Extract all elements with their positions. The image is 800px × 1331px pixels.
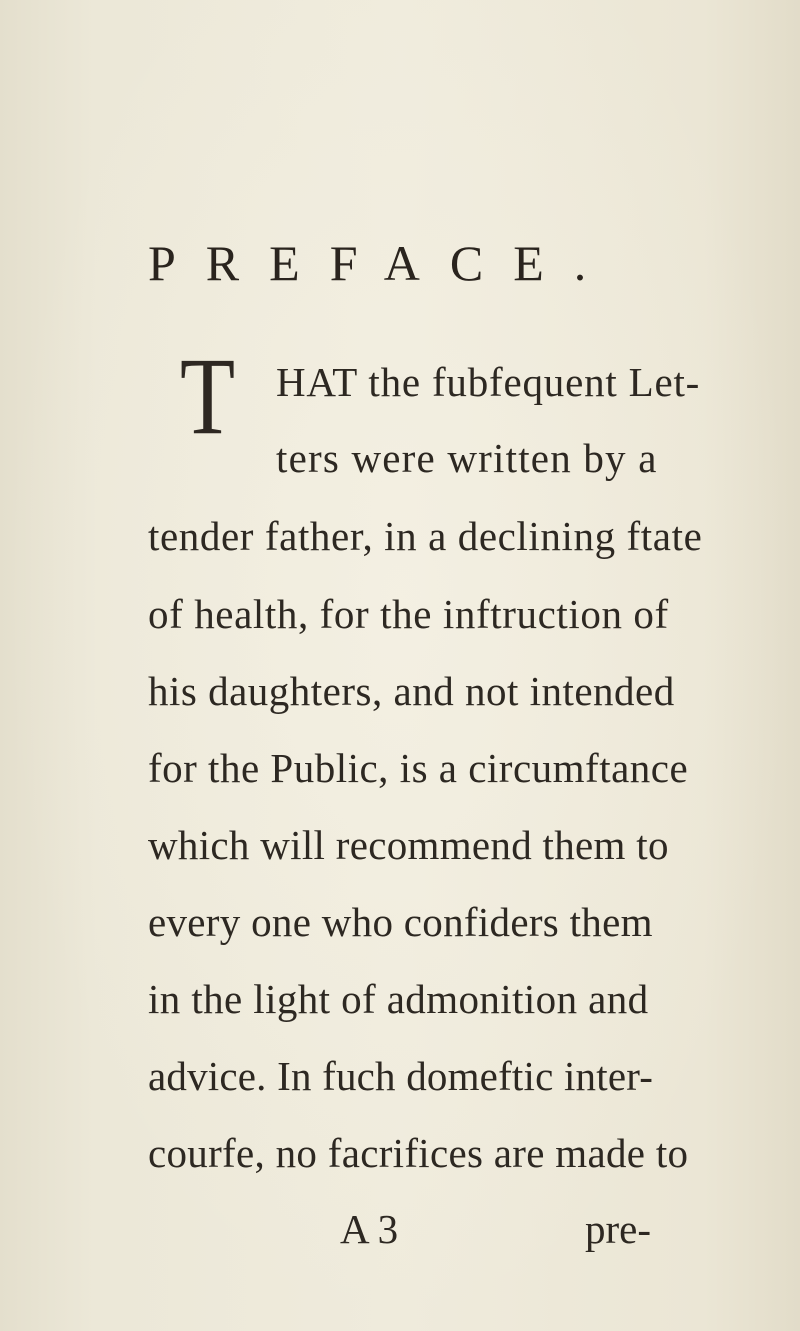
catchword: pre-: [585, 1206, 652, 1252]
drop-cap-letter: T: [180, 335, 236, 457]
text-line: his daughters, and not intended: [148, 668, 675, 714]
text-line: advice. In fuch domeftic inter-: [148, 1053, 654, 1099]
text-line: in the light of admonition and: [148, 976, 649, 1022]
text-line: tender father, in a declining ftate: [148, 513, 703, 559]
text-line: ters were written by a: [276, 435, 658, 481]
preface-heading: PREFACE.: [148, 235, 617, 291]
text-line: HAT the fubfequent Let-: [276, 359, 701, 405]
text-line: of health, for the inftruction of: [148, 591, 669, 637]
text-line: courfe, no facrifices are made to: [148, 1130, 689, 1176]
text-line: which will recommend them to: [148, 822, 669, 868]
text-line: for the Public, is a circumftance: [148, 745, 689, 791]
text-line: every one who confiders them: [148, 899, 653, 945]
signature-mark: A 3: [340, 1206, 399, 1252]
drop-cap: [180, 335, 270, 457]
